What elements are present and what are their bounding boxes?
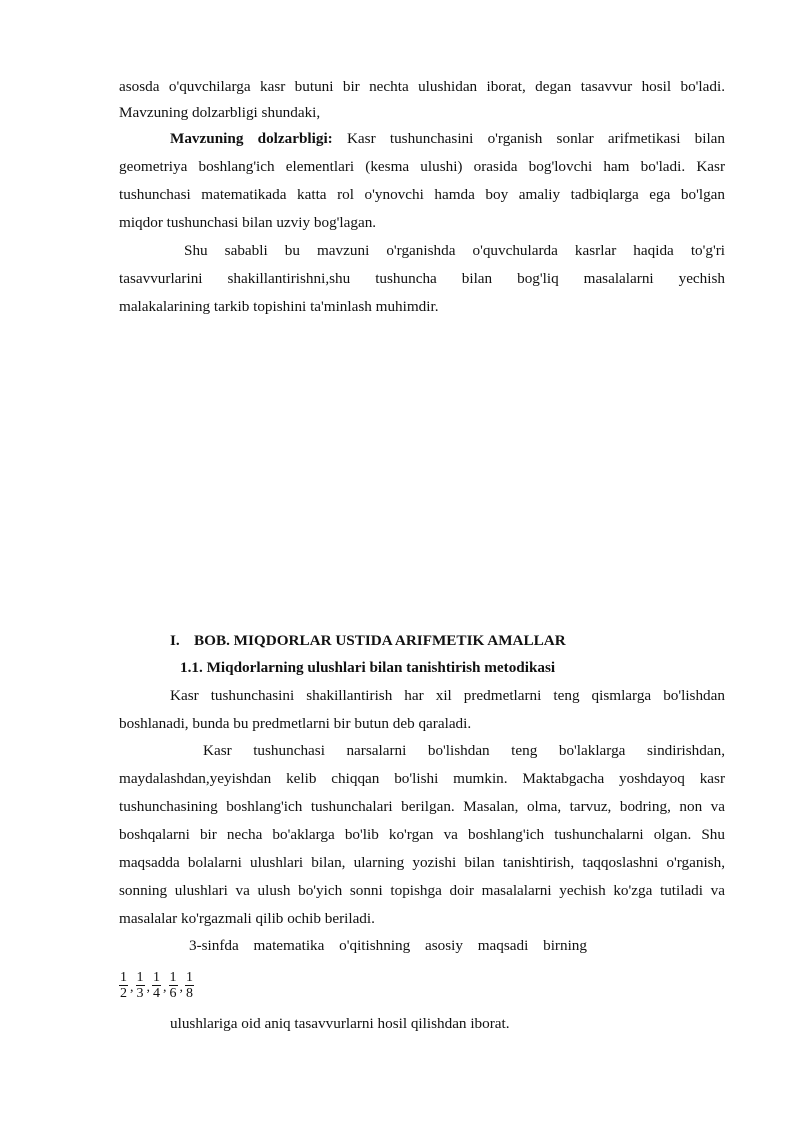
text-line: Mavzuning dolzarbligi shundaki, xyxy=(119,104,321,121)
relevance-line xyxy=(170,130,725,148)
text-line: boshlanadi, bunda bu predmetlarni bir butun deb qaraladi. xyxy=(119,715,472,732)
chapter-title: BOB. MIQDORLAR USTIDA ARIFMETIK AMALLAR xyxy=(194,632,566,649)
fraction-separator: , xyxy=(146,980,150,995)
relevance-heading: Mavzuning dolzarbligi: xyxy=(170,130,333,147)
fraction-separator: , xyxy=(163,980,167,995)
text-line: asosda o'quvchilarga kasr butuni bir nechta ulushidan iborat, degan tasavvur hosil bo'ladi. xyxy=(119,78,725,95)
fraction-numerator: 1 xyxy=(153,969,160,985)
text-line: Kasr tushunchasi narsalarni bo'lishdan teng bo'laklarga sindirishdan, xyxy=(203,742,725,759)
text-line: tushunchasi matematikada katta rol o'ynovchi hamda boy amaliy tadbiqlarga ega bo'lgan xyxy=(119,186,725,203)
text-line: sonning ulushlari va ulush bo'yich sonni topishga doir masalalarni yechish ko'zga tutiladi va xyxy=(119,882,725,899)
fraction-denominator: 2 xyxy=(120,985,127,1001)
fraction xyxy=(118,970,129,1001)
text-line: boshqalarni bir necha bo'aklarga bo'lib ko'rgan va boshlang'ich tushunchalarni olgan. Shu xyxy=(119,826,725,843)
text-line: Kasr tushunchasini shakillantirish har xil predmetlarni teng qismlarga bo'lishdan xyxy=(170,687,725,704)
fraction-denominator: 4 xyxy=(153,985,160,1001)
text-line: geometriya boshlang'ich elementlari (kesma ulushi) orasida bog'lovchi ham bo'ladi. Kasr xyxy=(119,158,725,175)
fraction-numerator: 1 xyxy=(120,969,127,985)
fraction-separator: , xyxy=(130,980,134,995)
text-line: 3-sinfda matematika o'qitishning asosiy maqsadi birning xyxy=(189,937,587,954)
text-line: tasavvurlarini shakillantirishni,shu tushuncha bilan bog'liq masalalarni yechish xyxy=(119,270,725,287)
fraction-list xyxy=(118,967,195,1003)
relevance-text: Kasr tushunchasini o'rganish sonlar arifmetikasi bilan xyxy=(346,130,726,147)
text-line: tushunchasining boshlang'ich tushunchalari berilgan. Masalan, olma, tarvuz, bodring, non va xyxy=(119,798,725,815)
fraction-separator: , xyxy=(179,980,183,995)
fraction xyxy=(151,970,162,1001)
chapter-number: I. xyxy=(170,632,180,649)
fraction xyxy=(168,970,179,1001)
fraction xyxy=(135,970,146,1001)
fraction-numerator: 1 xyxy=(136,969,144,985)
fraction xyxy=(184,970,195,1001)
text-line: Shu sababli bu mavzuni o'rganishda o'quvchularda kasrlar haqida to'g'ri xyxy=(184,242,725,259)
text-line: masalalar ko'rgazmali qilib ochib beriladi. xyxy=(119,910,375,927)
text-line: malakalarining tarkib topishini ta'minlash muhimdir. xyxy=(119,298,439,315)
text-line: miqdor tushunchasi bilan uzviy bog'lagan. xyxy=(119,214,377,231)
fraction-numerator: 1 xyxy=(169,969,177,985)
fraction-denominator: 3 xyxy=(136,985,144,1001)
text-line: maydalashdan,yeyishdan kelib chiqqan bo'lishi mumkin. Maktabgacha yoshdayoq kasr xyxy=(119,770,725,787)
text-line: maqsadda bolalarni ulushlari bilan, ularning yozishi bilan tanishtirish, taqqoslashni o'rganish, xyxy=(119,854,725,871)
fraction-denominator: 6 xyxy=(169,985,177,1001)
fraction-denominator: 8 xyxy=(186,985,193,1001)
text-line: ulushlariga oid aniq tasavvurlarni hosil qilishdan iborat. xyxy=(170,1015,510,1032)
section-title: 1.1. Miqdorlarning ulushlari bilan tanishtirish metodikasi xyxy=(180,659,556,676)
fraction-numerator: 1 xyxy=(186,969,193,985)
